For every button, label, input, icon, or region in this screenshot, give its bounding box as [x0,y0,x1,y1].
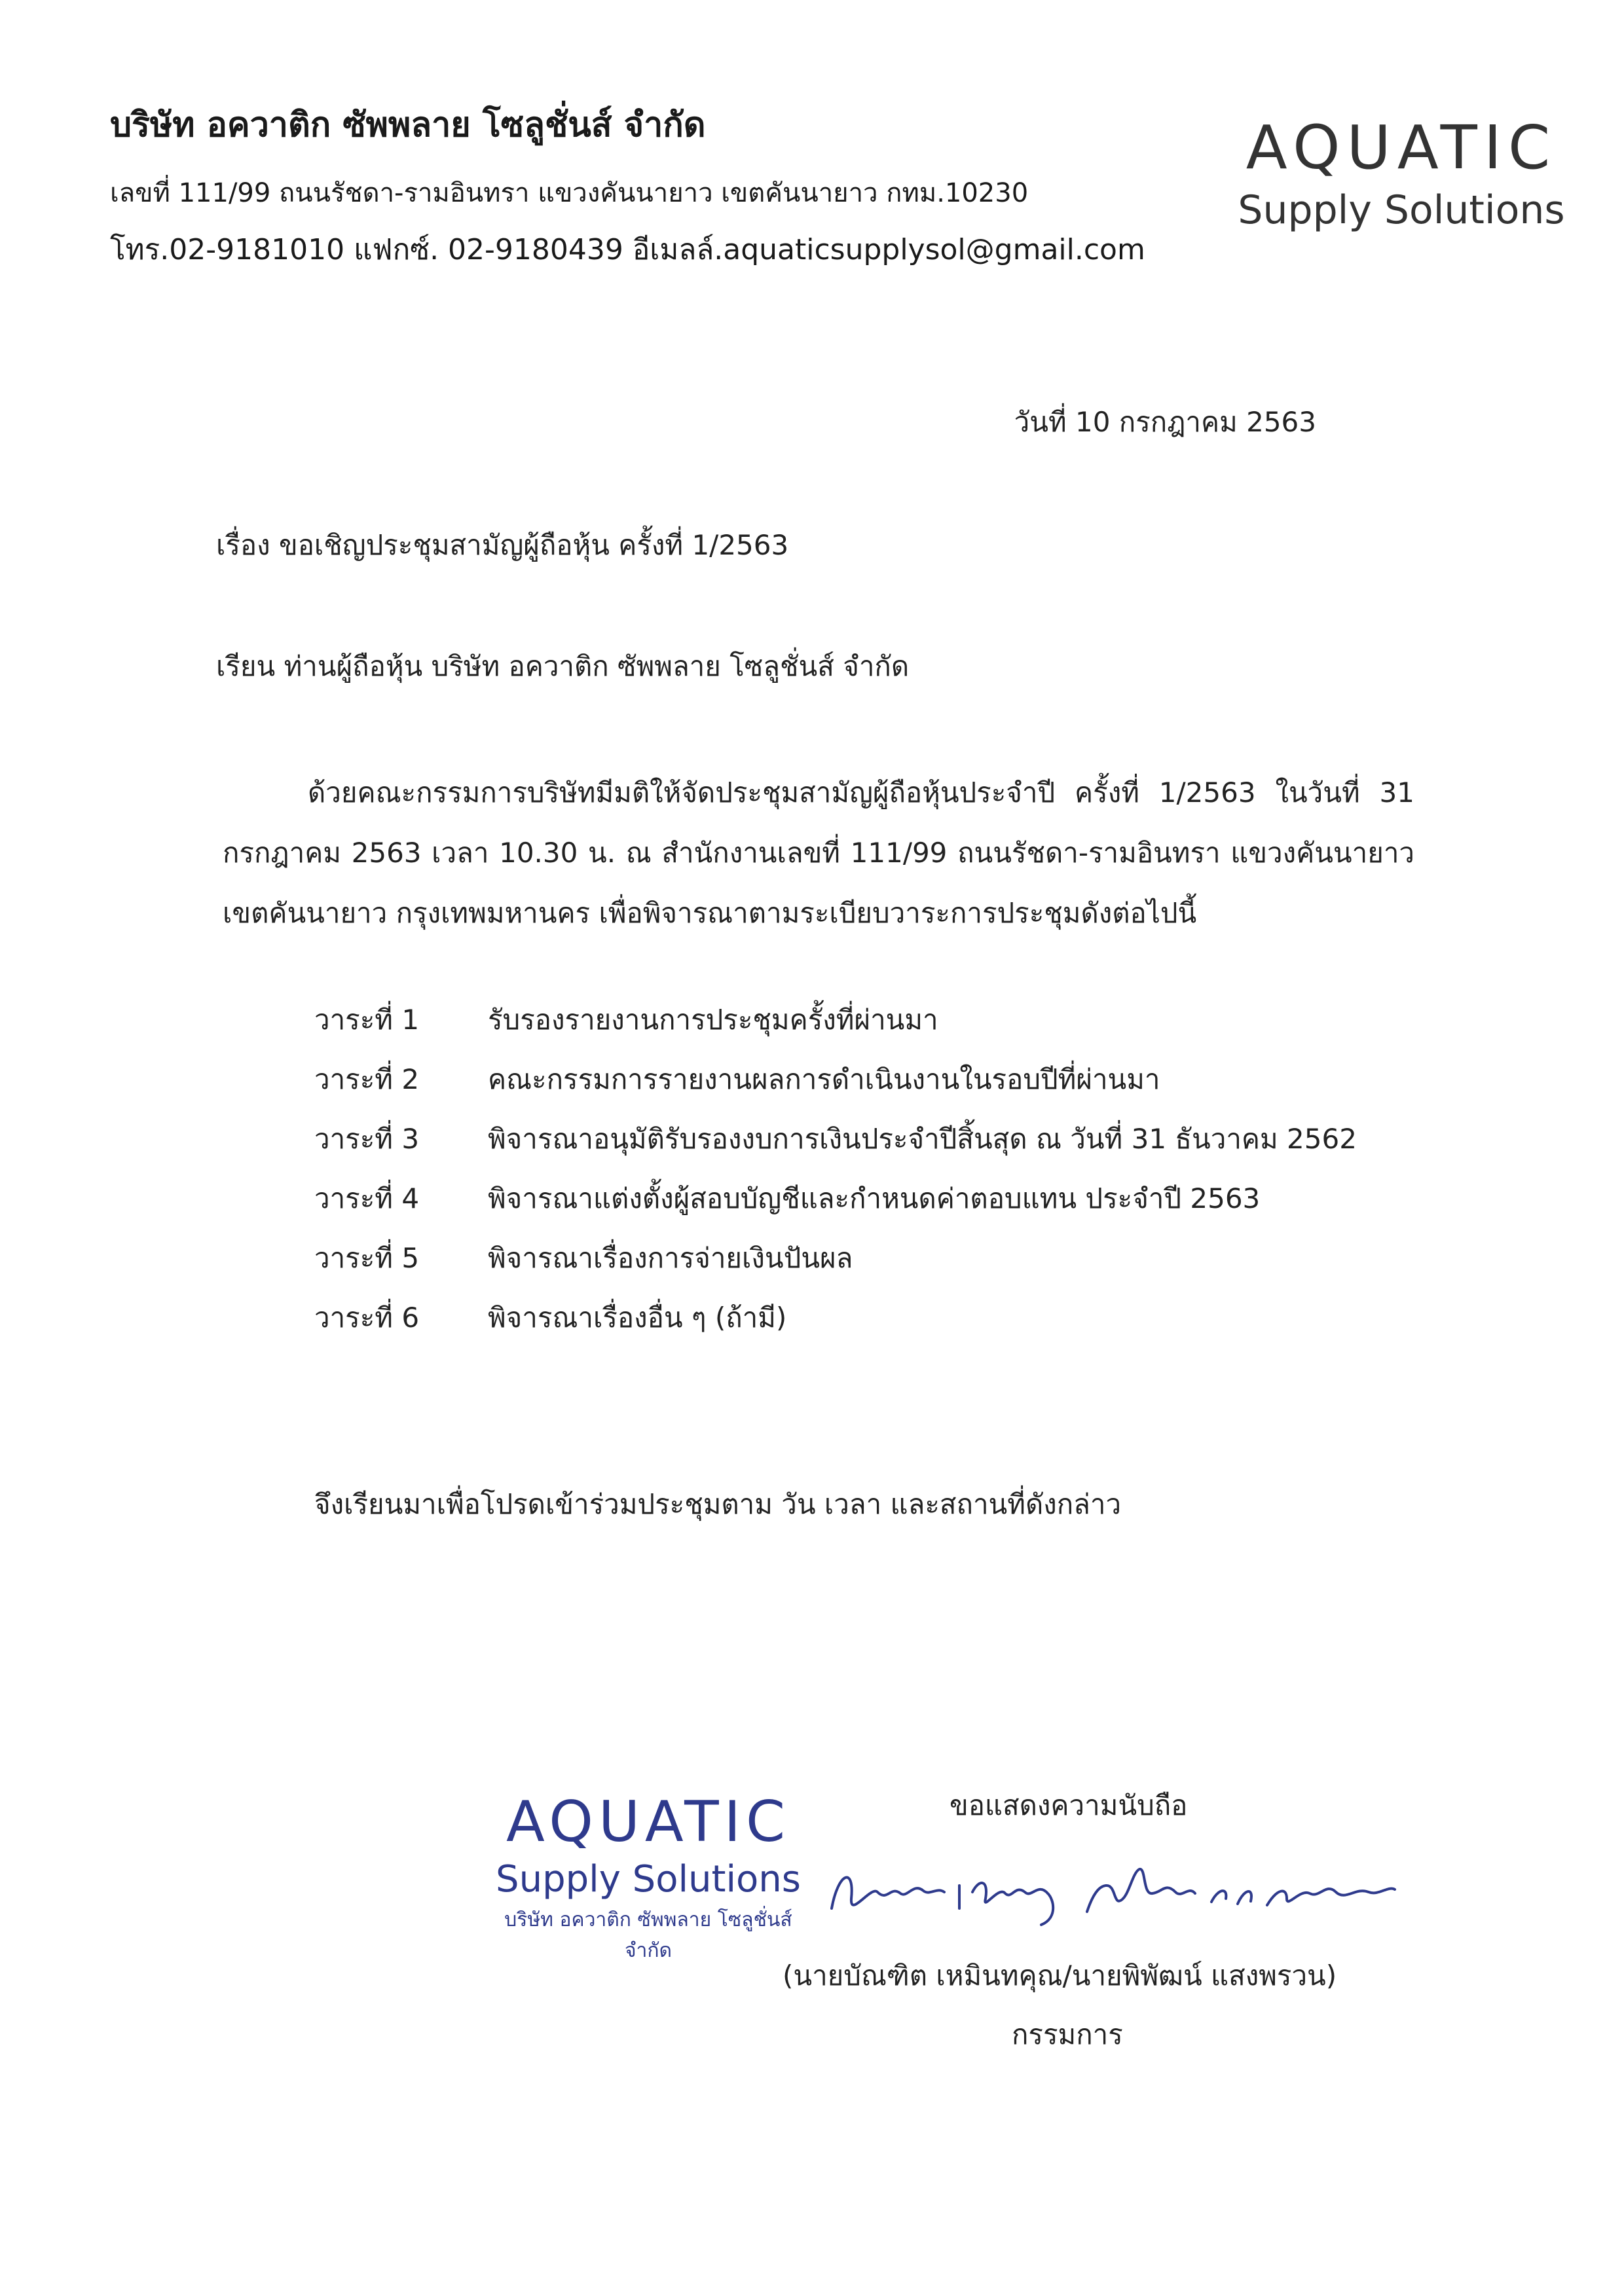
agenda-text: พิจารณาเรื่องการจ่ายเงินปันผล [488,1242,853,1274]
agenda-item [314,1296,1357,1356]
letter-salutation: เรียน ท่านผู้ถือหุ้น บริษัท อควาติก ซัพพลาย โซลูชั่นส์ จำกัด [216,650,910,682]
letter-closing: จึงเรียนมาเพื่อโปรดเข้าร่วมประชุมตาม วัน เวลา และสถานที่ดังกล่าว [314,1488,1122,1520]
company-address: เลขที่ 111/99 ถนนรัชดา-รามอินทรา แขวงคันนายาว เขตคันนายาว กทม.10230 [110,178,1029,208]
agenda-label: วาระที่ 5 [314,1242,420,1274]
stamp-company-name: บริษัท อควาติก ซัพพลาย โซลูชั่นส์ จำกัด [504,1908,792,1962]
agenda-item [314,1177,1357,1237]
agenda-label: วาระที่ 1 [314,1004,420,1036]
agenda-item [314,1237,1357,1296]
agenda-item [314,1058,1357,1118]
agenda-text: พิจารณาอนุมัติรับรองงบการเงินประจำปีสิ้นสุด ณ วันที่ 31 ธันวาคม 2562 [488,1123,1357,1155]
agenda-label: วาระที่ 2 [314,1063,420,1095]
logo-wordmark: AQUATIC [1246,113,1557,183]
agenda-item [314,998,1357,1058]
letter-paragraph [223,763,1414,943]
paragraph-text: ด้วยคณะกรรมการบริษัทมีมติให้จัดประชุมสามัญผู้ถือหุ้นประจำปี ครั้งที่ 1/2563 ในวันที่ 31 กรกฎาคม 2563 เวลา 10.30 น. ณ สำนักงานเลขที่ 111/99 ถนนรัชดา-รามอินทรา แขวงคันนายาว เขตคันนายาว กรุงเทพมหานคร เพื่อพิจารณาตามระเบียบวาระการประชุมดังต่อไปนี้ [223,776,1414,929]
stamp-subtitle: Supply Solutions [496,1858,801,1901]
agenda-label: วาระที่ 6 [314,1302,420,1334]
logo-subtitle: Supply Solutions [1238,187,1565,233]
signatory-title: กรรมการ [1012,2018,1123,2050]
letter-subject: เรื่อง ขอเชิญประชุมสามัญผู้ถือหุ้น ครั้งที่ 1/2563 [216,529,789,561]
agenda-text: พิจารณาแต่งตั้งผู้สอบบัญชีและกำหนดค่าตอบแทน ประจำปี 2563 [488,1182,1261,1214]
regards-text: ขอแสดงความนับถือ [950,1789,1188,1821]
stamp-wordmark: AQUATIC [506,1789,791,1855]
company-logo [1218,113,1585,233]
company-name: บริษัท อควาติก ซัพพลาย โซลูชั่นส์ จำกัด [110,105,706,145]
letter-date: วันที่ 10 กรกฎาคม 2563 [1014,406,1316,438]
agenda-label: วาระที่ 3 [314,1123,420,1155]
agenda-label: วาระที่ 4 [314,1182,420,1214]
handwritten-signature [825,1846,1401,1944]
company-stamp [488,1789,809,1966]
agenda-item [314,1118,1357,1177]
agenda-text: รับรองรายงานการประชุมครั้งที่ผ่านมา [488,1004,938,1036]
signatory-names: (นายบัณฑิต เหมินทคุณ/นายพิพัฒน์ แสงพรวน) [783,1959,1337,1992]
company-contact: โทร.02-9181010 แฟกซ์. 02-9180439 อีเมลล์.aquaticsupplysol@gmail.com [110,233,1145,266]
agenda-list [314,998,1357,1356]
agenda-text: พิจารณาเรื่องอื่น ๆ (ถ้ามี) [488,1302,787,1334]
agenda-text: คณะกรรมการรายงานผลการดำเนินงานในรอบปีที่ผ่านมา [488,1063,1160,1095]
